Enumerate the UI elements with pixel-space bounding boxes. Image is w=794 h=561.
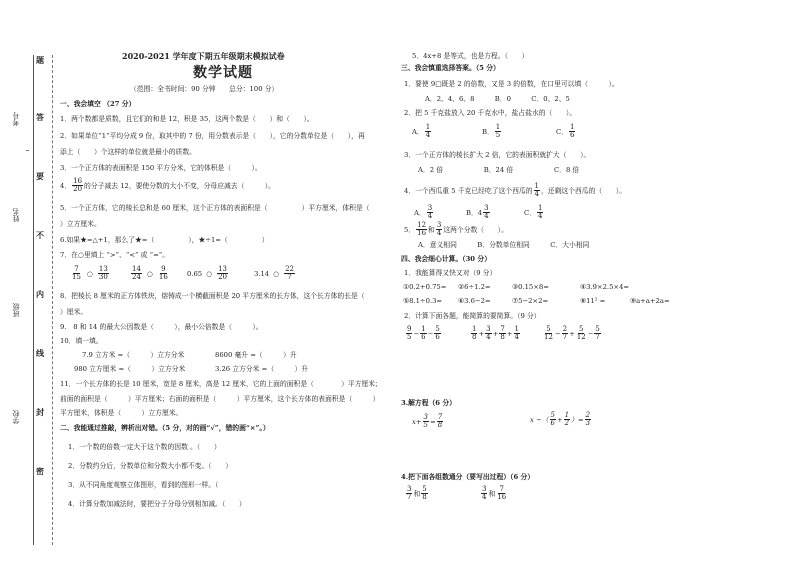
exam-subject: 数学试题 bbox=[193, 65, 253, 81]
den: 7 bbox=[287, 273, 292, 281]
s3-q5-and: 和 bbox=[428, 225, 435, 234]
fraction bbox=[284, 266, 295, 281]
fraction bbox=[537, 205, 543, 220]
s2-item-5: 5．4x+8 是等式，也是方程。（ ） bbox=[412, 52, 529, 60]
s3-q4-text: 4．一个西瓜重 5 千克已经吃了这个西瓜的 bbox=[404, 186, 533, 195]
seal-char-5: 内 bbox=[36, 289, 44, 299]
calc-item-9: ⑨a+a+2a= bbox=[630, 297, 670, 305]
den: 8 bbox=[422, 493, 427, 501]
option-label: B．4 bbox=[466, 208, 483, 217]
num: 12 bbox=[417, 221, 427, 229]
den: 7 bbox=[407, 493, 412, 501]
compare-circle[interactable]: ○ bbox=[206, 269, 213, 278]
s1-q10-r2c1: 980 立方厘米 =（ ）立方分米 bbox=[74, 365, 186, 373]
num: 14 bbox=[132, 265, 141, 273]
expr-3: $\frac{5}{12}$ − $\frac{2}{7}$ + $\frac{5}{12}$ − $\frac{5}{7}$ bbox=[544, 325, 600, 341]
den: 4 bbox=[425, 131, 431, 139]
s1-q8b: ）厘米。 bbox=[60, 308, 88, 316]
equation-2: x −（ $\frac{5}{6}$ + $\frac{1}{2}$ ）= $\frac{2}{3}$ bbox=[530, 411, 591, 427]
fraction bbox=[485, 326, 491, 341]
num: 1 bbox=[534, 182, 539, 190]
section-1-heading: 一、我会填空 （27 分） bbox=[60, 100, 136, 108]
s3-q3-options: A．2 倍 B．24 倍 C．8 倍 bbox=[418, 166, 580, 174]
s1-q3: 3．一个正方体的表面积是 150 平方分米，它的体积是（ ）。 bbox=[60, 164, 262, 172]
seal-char-3: 要 bbox=[36, 171, 44, 181]
den: 16 bbox=[158, 273, 168, 281]
calc-item-3: ③0.15×8= bbox=[512, 283, 549, 291]
den: 7 bbox=[595, 333, 600, 341]
s1-q5a: 5．一个正方体，它的棱长总和是 60 厘米，这个正方体的表面积是（ ）平方厘米，体积是（ bbox=[60, 204, 370, 212]
s1-q4-fraction bbox=[72, 178, 83, 193]
num: 7 bbox=[437, 413, 443, 421]
s1-q11a: 11．一个长方体的长是 10 厘米，宽是 8 厘米，高是 12 厘米，它的上面的面积是（ ）平方厘米； bbox=[60, 380, 382, 388]
seal-char-7: 封 bbox=[36, 407, 44, 417]
equation-1: x+ $\frac{3}{5}$ = $\frac{7}{8}$ bbox=[412, 413, 443, 429]
fraction bbox=[569, 124, 575, 139]
exam-info: （范围：全书时间：90 分钟 总分：100 分） bbox=[130, 85, 279, 93]
den: 20 bbox=[73, 185, 83, 193]
s3-q2: 2．把 5 千克盐放入 20 千克水中，盐占盐水的（ ）。 bbox=[404, 109, 577, 117]
seal-char-6: 线 bbox=[36, 348, 44, 358]
den: 4 bbox=[436, 229, 442, 237]
den: 4 bbox=[484, 212, 489, 220]
s3-q4-option-c[interactable] bbox=[524, 205, 544, 220]
num: 1 bbox=[564, 411, 570, 419]
fraction bbox=[71, 266, 82, 281]
den: 5 bbox=[423, 421, 428, 429]
fraction bbox=[425, 124, 431, 139]
fraction bbox=[594, 326, 600, 341]
field-class: 班级 bbox=[12, 303, 20, 317]
s1-q7-item-4 bbox=[254, 266, 296, 281]
s4-q3: 3.解方程（6 分） bbox=[401, 399, 456, 407]
s3-q4-option-b[interactable] bbox=[466, 205, 491, 220]
num: 5 bbox=[550, 411, 555, 419]
fraction bbox=[423, 414, 429, 429]
den: 4 bbox=[514, 333, 519, 341]
section-4-heading: 四、我会细心计算。（30 分） bbox=[401, 255, 491, 263]
calc-item-8: ⑧11² = bbox=[580, 297, 606, 305]
binding-line-outer bbox=[33, 55, 34, 545]
s2-item-2: 2．分数约分后，分数单位和分数大小都不变。（ ） bbox=[68, 462, 233, 470]
den: 4 bbox=[427, 212, 433, 220]
fraction bbox=[406, 326, 412, 341]
den: 6 bbox=[550, 419, 555, 427]
s3-q2-option-b[interactable] bbox=[482, 124, 502, 139]
s3-q2-option-a[interactable] bbox=[412, 124, 432, 139]
s1-q7-item-2 bbox=[130, 266, 170, 281]
den: 6 bbox=[421, 333, 426, 341]
s3-q1-options: A．2、4、6、8 B．0 C．0、2、5 bbox=[425, 95, 570, 103]
s1-q4-text: 的分子减去 12，要使分数的大小不变，分母应减去（ ）。 bbox=[84, 181, 275, 190]
s1-q10-r1c2: 8600 毫升 =（ ）升 bbox=[215, 351, 297, 359]
compare-circle[interactable]: ○ bbox=[273, 269, 280, 278]
s1-q11c: 平方厘米，体积是（ ）立方厘米。 bbox=[60, 409, 183, 417]
field-exam-number: 考号 bbox=[12, 112, 20, 126]
fraction bbox=[98, 266, 109, 281]
s3-q4-text-end: ，还剩这个西瓜的（ ）。 bbox=[541, 186, 626, 195]
den: 8 bbox=[437, 421, 443, 429]
fraction bbox=[576, 326, 587, 341]
fraction bbox=[499, 326, 505, 341]
s4-q1: 1．我能算得又快又对（9 分） bbox=[404, 269, 497, 277]
num: 1 bbox=[495, 123, 501, 131]
num: 5 bbox=[435, 325, 440, 333]
s1-q11b: 前面的面积是（ ）平方厘米；右面的面积是（ ）平方厘米，这个长方体的表面积是（ ） bbox=[60, 395, 380, 403]
calc-item-1: ①0.2+0.75= bbox=[403, 283, 447, 291]
s3-q5-prefix: 5． bbox=[404, 225, 416, 234]
fraction bbox=[514, 326, 520, 341]
fraction bbox=[217, 266, 228, 281]
fraction bbox=[436, 222, 442, 237]
s3-q1: 1．要使 9□既是 2 的倍数，又是 3 的倍数，在口里可以填（ ）。 bbox=[404, 80, 619, 88]
s3-q4 bbox=[404, 183, 626, 198]
s3-q4-option-a[interactable] bbox=[414, 205, 434, 220]
common-denominator-2: $\frac{3}{4}$ 和 $\frac{7}{16}$ bbox=[482, 485, 507, 501]
fraction bbox=[564, 412, 570, 427]
compare-circle[interactable]: ○ bbox=[86, 269, 93, 278]
den: 7 bbox=[562, 333, 568, 341]
expr-2: $\frac{1}{8}$ + $\frac{3}{4}$ + $\frac{7}{8}$ + $\frac{1}{4}$ bbox=[472, 325, 519, 341]
s2-item-1: 1．一个数的倍数一定大于这个数的因数 。（ ） bbox=[68, 443, 221, 451]
binding-line-inner bbox=[52, 55, 53, 545]
s1-q4 bbox=[60, 178, 275, 193]
num: 7 bbox=[74, 265, 79, 273]
den: 8 bbox=[472, 333, 477, 341]
seal-char-8: 密 bbox=[36, 466, 44, 476]
fraction bbox=[434, 326, 440, 341]
s4-q2: 2．计算下面各题，能简算的要简算。（9 分） bbox=[404, 312, 541, 320]
num: 3 bbox=[436, 221, 442, 229]
option-label: A． bbox=[414, 208, 426, 217]
num: 16 bbox=[73, 177, 83, 185]
calc-item-7: ⑦5−2×2= bbox=[512, 297, 549, 305]
exam-title: 2020-2021 学年度下期五年级期末模拟试卷 bbox=[122, 51, 285, 61]
den: 24 bbox=[132, 273, 141, 281]
s4-q4: 4.把下面各组数通分（要写出过程）（6 分） bbox=[401, 473, 535, 481]
fraction bbox=[416, 222, 427, 237]
den: 2 bbox=[564, 419, 570, 427]
s3-q5 bbox=[404, 222, 508, 237]
num: 1 bbox=[514, 325, 519, 333]
num: 3 bbox=[427, 204, 433, 212]
s1-q1: 1．两个数都是质数，且它们的和是 12，积是 35，这两个数是（ ）和（ ）。 bbox=[60, 115, 314, 123]
calc-item-4: ④3.9×2.5×4= bbox=[580, 283, 630, 291]
s1-q10-r2c2: 3.26 立方分米 =（ ）升 bbox=[215, 365, 309, 373]
den: 12 bbox=[544, 333, 553, 341]
fraction bbox=[131, 266, 142, 281]
den: 4 bbox=[486, 333, 491, 341]
fraction bbox=[481, 486, 487, 501]
num: 1 bbox=[472, 325, 477, 333]
option-label: C． bbox=[524, 208, 536, 217]
num: 1 bbox=[570, 123, 575, 131]
fraction bbox=[495, 124, 501, 139]
den: 4 bbox=[538, 212, 543, 220]
fraction bbox=[585, 412, 591, 427]
s2-item-3: 3．从不同角度观察立体图形，看到的图形一样。（ bbox=[68, 481, 219, 489]
den: 16 bbox=[417, 229, 427, 237]
num: 5 bbox=[422, 485, 427, 493]
seal-char-2: 答 bbox=[36, 112, 44, 122]
fraction bbox=[550, 412, 556, 427]
s1-q6: 6.如果★=△+1，那么了★=（ ），★÷1=（ ） bbox=[60, 236, 269, 244]
den: 16 bbox=[497, 493, 507, 501]
s1-q7-item-1 bbox=[70, 266, 110, 281]
section-3-heading: 三、我会慎重选择答案。（5 分） bbox=[401, 64, 500, 72]
num: 1 bbox=[421, 325, 426, 333]
num: 3 bbox=[482, 485, 487, 493]
fraction bbox=[158, 266, 169, 281]
field-school: 学校 bbox=[12, 410, 20, 424]
fraction bbox=[534, 183, 540, 198]
den: 12 bbox=[576, 333, 586, 341]
num: 9 bbox=[161, 265, 166, 273]
s1-q9: 9. 8 和 14 的最大公因数是（ ），最小公倍数是（ ）。 bbox=[60, 323, 263, 331]
s1-q7-item-3 bbox=[187, 266, 229, 281]
expr-1: $\frac{9}{5}$ − $\frac{1}{6}$ − $\frac{5}{6}$ bbox=[407, 325, 440, 341]
calc-item-2: ②6÷1.2= bbox=[458, 283, 491, 291]
s3-q5-options: A．意义相同 B．分数单位相同 C．大小相同 bbox=[418, 241, 590, 249]
s3-q2-option-c[interactable] bbox=[556, 124, 576, 139]
s2-item-4: 4．计算分数加减法时，要把分子分母分别相加减。（ ） bbox=[68, 500, 246, 508]
s1-q5b: ）立方厘米。 bbox=[60, 220, 101, 228]
num: 13 bbox=[218, 265, 227, 273]
num: 5 bbox=[595, 325, 600, 333]
fraction bbox=[471, 326, 477, 341]
den: 5 bbox=[407, 333, 412, 341]
section-2-heading: 二、我能通过推敲，辨析出对错。（5 分，对的画“√”，错的画“×”。） bbox=[60, 424, 270, 432]
num: 2 bbox=[562, 325, 568, 333]
num: 9 bbox=[407, 325, 412, 333]
den: 4 bbox=[482, 493, 487, 501]
den: 8 bbox=[500, 333, 505, 341]
num: 2 bbox=[585, 411, 591, 419]
fraction bbox=[420, 326, 426, 341]
s1-q10-r1c1: 7.9 立方米 =（ ）立方分米 bbox=[82, 351, 185, 359]
seal-char-4: 不 bbox=[36, 230, 44, 240]
s1-q2b: 添上（ ）个这样的单位就是最小的质数。 bbox=[60, 148, 196, 156]
s3-q5-text: 这两个分数（ ）。 bbox=[443, 225, 508, 234]
s1-q2a: 2．如果单位“1”平均分成 9 份，取其中的 7 份，用分数表示是（ ），它的分数单位是（ ），再 bbox=[60, 132, 365, 140]
den: 6 bbox=[570, 131, 575, 139]
fraction bbox=[543, 326, 554, 341]
den: 6 bbox=[435, 333, 440, 341]
num: 7 bbox=[500, 325, 505, 333]
den: 5 bbox=[495, 131, 501, 139]
value: 0.65 bbox=[187, 269, 203, 278]
fraction bbox=[496, 486, 507, 501]
num: 7 bbox=[499, 485, 504, 493]
compare-circle[interactable]: ○ bbox=[146, 269, 153, 278]
num: 1 bbox=[538, 204, 543, 212]
num: 5 bbox=[579, 325, 584, 333]
num: 3 bbox=[486, 325, 491, 333]
num: 3 bbox=[423, 413, 428, 421]
num: 3 bbox=[484, 204, 489, 212]
option-label: A． bbox=[412, 127, 424, 136]
den: 3 bbox=[585, 419, 591, 427]
field-name: 姓名 bbox=[12, 208, 20, 222]
calc-item-6: ⑥3.6−2= bbox=[458, 297, 491, 305]
s1-q7: 7．在○里填上 “>”、“<” 或 “=”。 bbox=[60, 251, 170, 259]
seal-char-1: 题 bbox=[36, 55, 44, 65]
value: 3.14 bbox=[254, 269, 270, 278]
num: 3 bbox=[407, 485, 412, 493]
s1-q8a: 8．把棱长 8 厘米的正方体铁块，熔铸成一个横截面积是 20 平方厘米的长方体，这个长方体的长是（ bbox=[60, 292, 365, 300]
s1-q10: 10．填一填。 bbox=[60, 337, 103, 345]
num: 5 bbox=[546, 325, 551, 333]
den: 30 bbox=[98, 273, 108, 281]
option-label: B． bbox=[482, 127, 494, 136]
option-label: C． bbox=[556, 127, 568, 136]
s1-q4-prefix: 4． bbox=[60, 181, 72, 190]
num: 22 bbox=[285, 265, 294, 273]
calc-item-5: ⑤8.1÷0.3= bbox=[403, 297, 443, 305]
fraction bbox=[421, 486, 427, 501]
fraction bbox=[427, 205, 433, 220]
fraction bbox=[483, 205, 489, 220]
num: 1 bbox=[425, 123, 431, 131]
num: 13 bbox=[98, 265, 108, 273]
den: 4 bbox=[534, 190, 539, 198]
den: 15 bbox=[72, 273, 81, 281]
s3-q3: 3．一个正方体的棱长扩大 2 倍，它的表面积就扩大（ ）。 bbox=[404, 151, 591, 159]
fraction bbox=[406, 486, 412, 501]
common-denominator-1: $\frac{3}{7}$ 和 $\frac{5}{8}$ bbox=[407, 485, 427, 501]
fraction bbox=[437, 414, 443, 429]
field-line bbox=[26, 150, 29, 151]
den: 20 bbox=[218, 273, 227, 281]
fraction bbox=[562, 326, 568, 341]
